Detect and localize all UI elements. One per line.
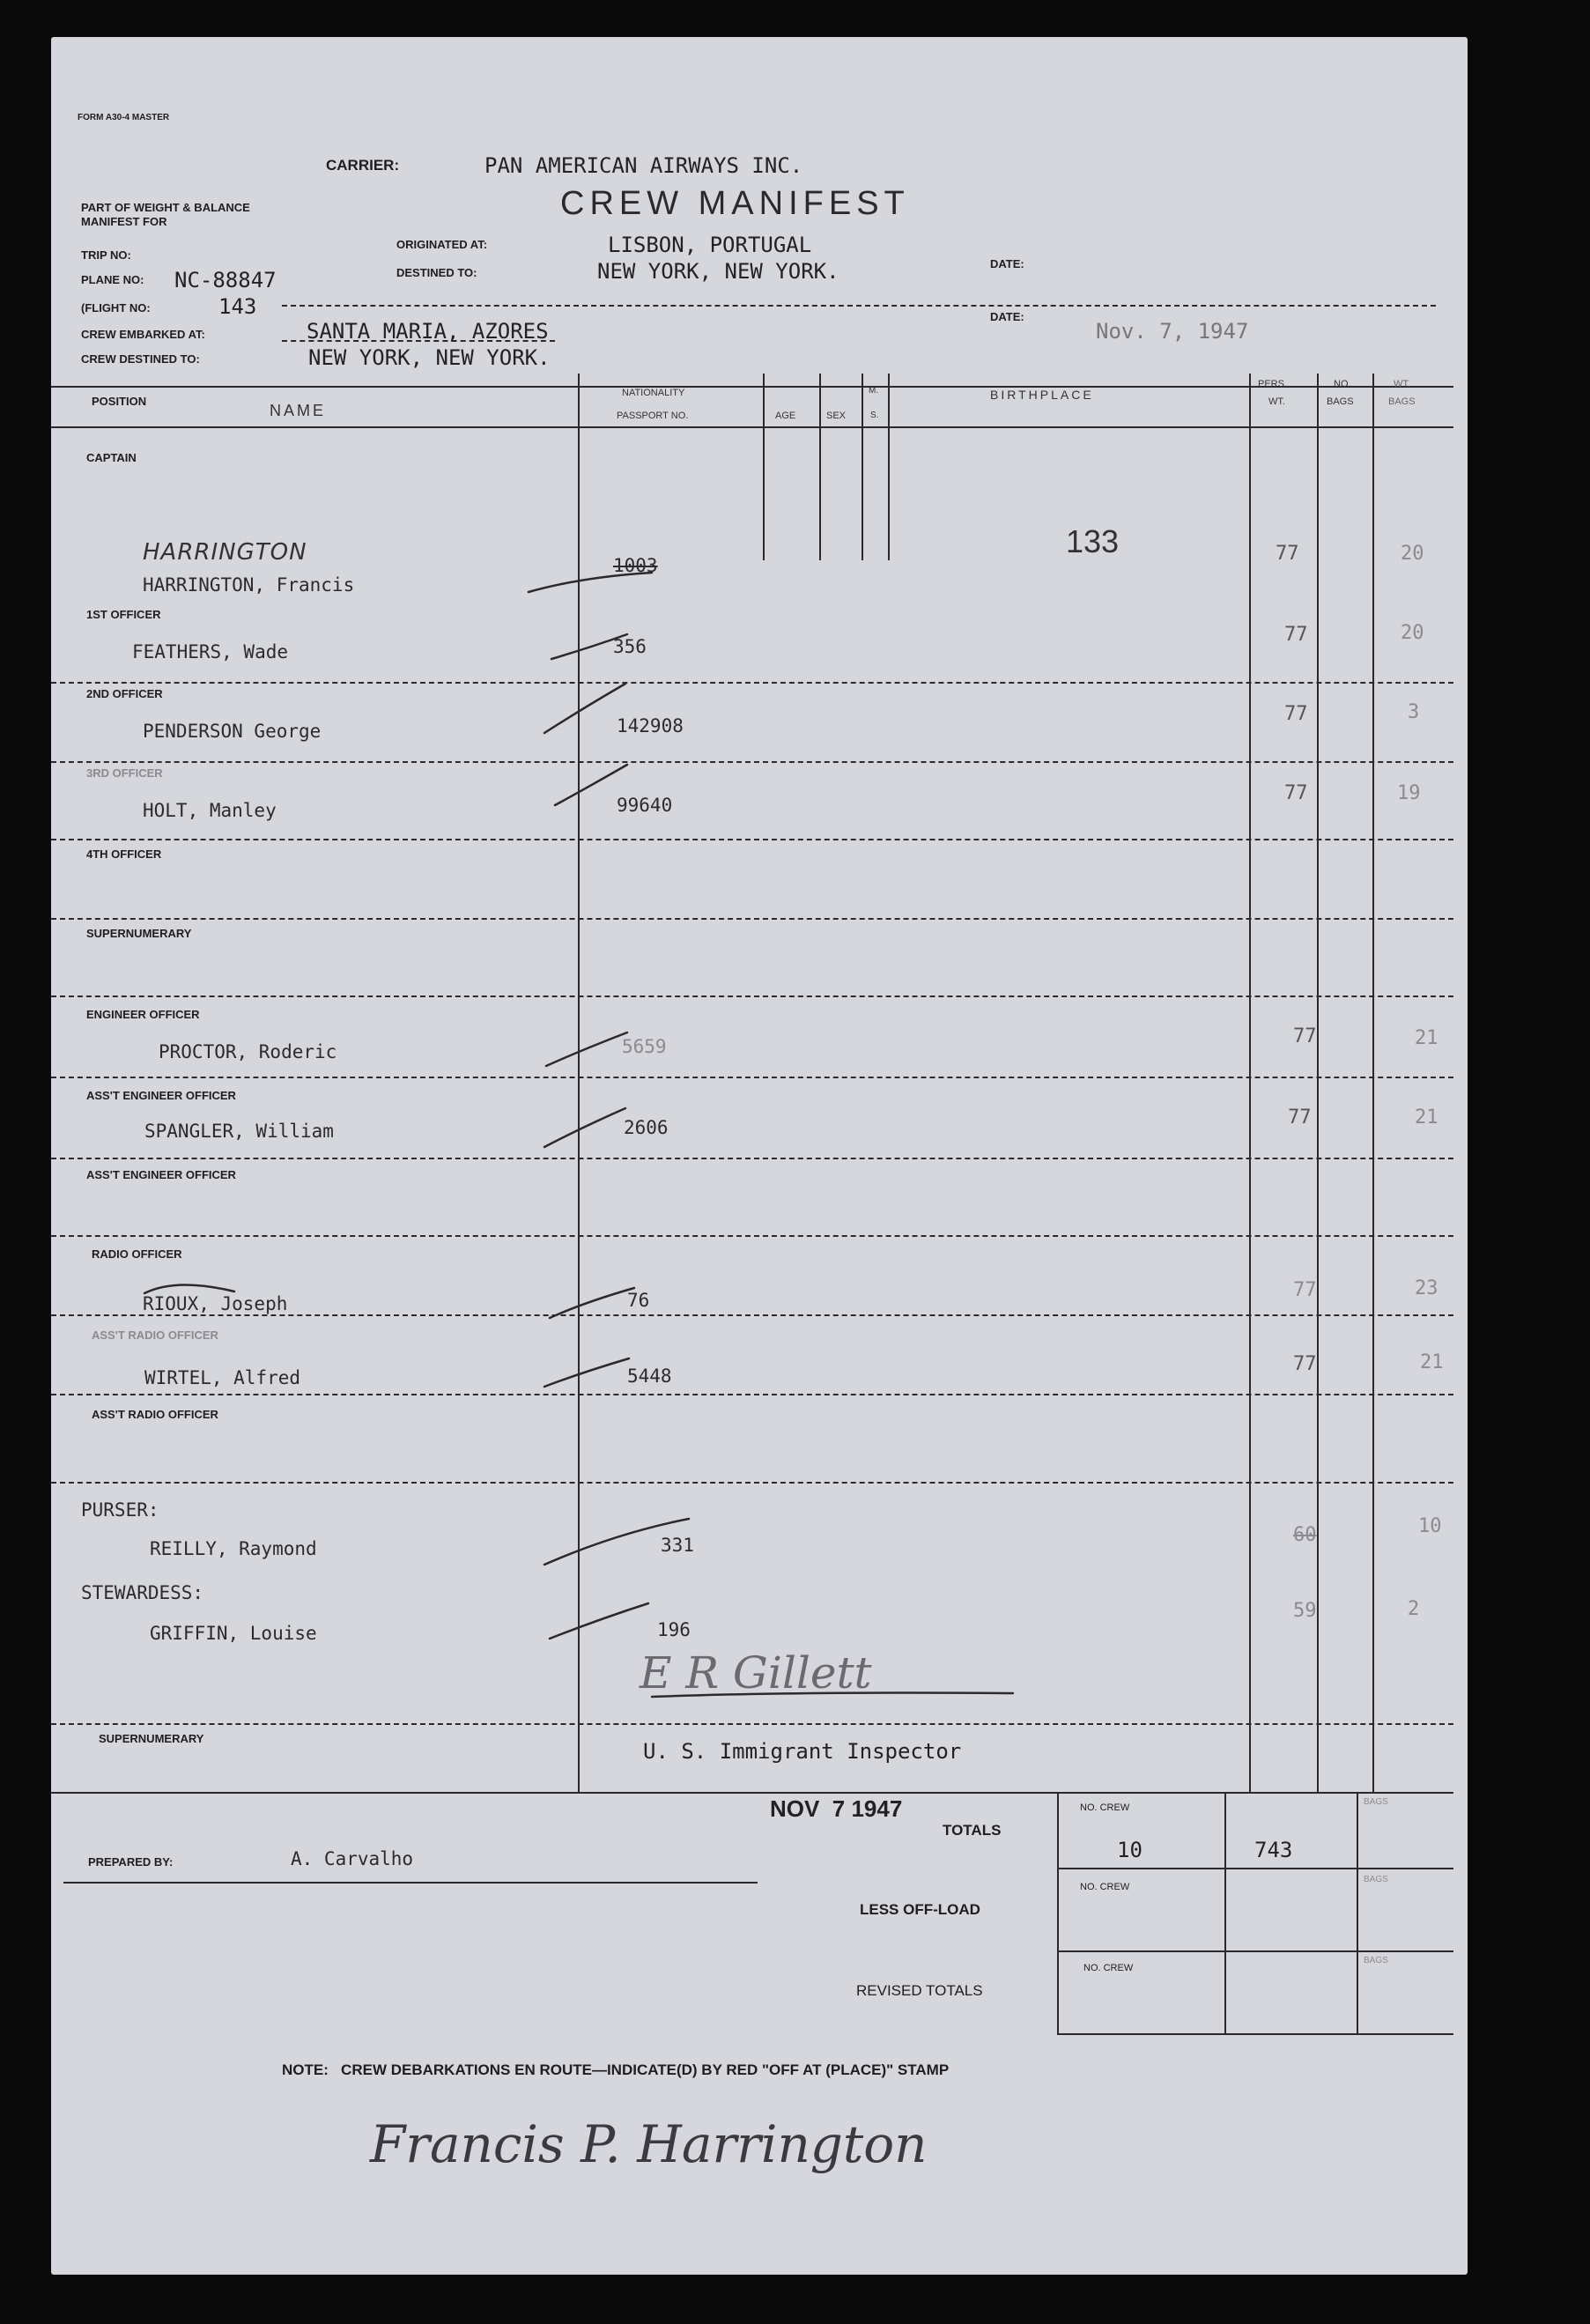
check-mark [544,1108,625,1147]
offload-no-crew-label: NO. CREW [1080,1882,1130,1892]
prepared-by-label: PREPARED BY: [88,1855,174,1869]
crew-name-10: GRIFFIN, Louise [150,1623,317,1644]
position-radio-officer: RADIO OFFICER [92,1247,182,1261]
crew-passport-1: 1003 [613,555,658,576]
inspection-date-stamp: NOV 7 1947 [770,1795,903,1822]
crew-name-9: REILLY, Raymond [150,1538,317,1559]
crew-name-4: HOLT, Manley [143,800,277,821]
rioux-correction [144,1284,234,1293]
form-number: FORM A30-4 MASTER [78,113,170,122]
carrier-label: CARRIER: [326,157,400,174]
less-offload-label: LESS OFF-LOAD [860,1901,980,1918]
passport-header: PASSPORT NO. [617,411,689,421]
no-bags-header-2: BAGS [1327,396,1354,407]
birthplace-header: BIRTHPLACE [990,388,1094,402]
note-text: NOTE: CREW DEBARKATIONS EN ROUTE—INDICATE(D) BY RED "OFF AT (PLACE)" STAMP [282,2061,950,2078]
trip-label: TRIP NO: [81,248,131,262]
position-asst-radio-2: ASS'T RADIO OFFICER [92,1408,218,1421]
revised-totals-label: REVISED TOTALS [856,1982,983,1999]
destined-value: NEW YORK, NEW YORK. [597,259,839,284]
crew-passport-4: 99640 [617,795,673,816]
crew-pers-wt-3: 77 [1284,703,1308,725]
position-supernumerary-2: SUPERNUMERARY [99,1732,204,1745]
check-mark [555,765,627,805]
check-mark [551,634,627,659]
page-title: CREW MANIFEST [560,185,910,222]
check-mark [544,684,625,733]
crew-wt-bags-3: 3 [1408,701,1420,723]
position-captain: CAPTAIN [86,451,137,464]
crew-passport-6: 2606 [624,1117,669,1138]
date-value: Nov. 7, 1947 [1096,319,1249,344]
check-mark [529,573,652,592]
totals-label: TOTALS [943,1822,1002,1839]
crew-pers-wt-9: 60 [1293,1524,1317,1546]
position-stewardess: STEWARDESS: [81,1582,204,1603]
crew-name-2: FEATHERS, Wade [132,641,289,662]
crew-wt-bags-2: 20 [1401,622,1424,644]
crew-wt-bags-1: 20 [1401,543,1424,565]
revised-no-crew-label: NO. CREW [1083,1963,1134,1973]
crew-pers-wt-1: 77 [1276,543,1299,565]
name-header: NAME [270,402,327,419]
position-asst-engineer-2: ASS'T ENGINEER OFFICER [86,1168,236,1181]
crew-wt-bags-4: 19 [1397,782,1421,804]
flight-label: (FLIGHT NO: [81,301,151,315]
offload-bags-label: BAGS [1364,1875,1388,1884]
check-mark [550,1288,634,1318]
destined-label: DESTINED TO: [396,266,477,279]
revised-bags-label: BAGS [1364,1956,1388,1965]
plane-number: NC-88847 [174,268,277,292]
crew-pers-wt-4: 77 [1284,782,1308,804]
crew-pers-wt-7: 77 [1293,1279,1317,1301]
crew-pers-wt-5: 77 [1293,1025,1317,1047]
position-asst-radio: ASS'T RADIO OFFICER [92,1329,218,1342]
originated-value: LISBON, PORTUGAL [608,233,812,257]
totals-bags-label: BAGS [1364,1797,1388,1807]
crew-name-8: WIRTEL, Alfred [144,1367,301,1388]
crew-destined-value: NEW YORK, NEW YORK. [308,345,551,370]
nationality-header: NATIONALITY [622,388,685,398]
inspector-title: U. S. Immigrant Inspector [643,1739,962,1764]
totals-no-crew: 10 [1117,1838,1143,1862]
crew-destined-label: CREW DESTINED TO: [81,352,200,366]
handwritten-surname: HARRINGTON [143,539,307,566]
position-header: POSITION [92,395,147,408]
crew-name-6: SPANGLER, William [144,1121,334,1142]
crew-pers-wt-10: 59 [1293,1600,1317,1622]
date-label-1: DATE: [990,257,1024,270]
crew-passport-10: 196 [657,1619,691,1640]
crew-wt-bags-7: 23 [1415,1277,1438,1299]
crew-name-3: PENDERSON George [143,721,322,742]
position-second-officer: 2ND OFFICER [86,687,163,700]
crew-wt-bags-5: 21 [1415,1027,1438,1049]
date-label-2: DATE: [990,310,1024,323]
crew-name-1: HARRINGTON, Francis [143,574,355,596]
position-supernumerary: SUPERNUMERARY [86,927,192,940]
crew-passport-8: 5448 [627,1366,672,1387]
check-mark [546,1032,627,1066]
position-first-officer: 1ST OFFICER [86,608,161,621]
pers-wt-header: PERS. [1258,379,1288,389]
position-purser: PURSER: [81,1499,159,1521]
crew-wt-bags-6: 21 [1415,1106,1438,1129]
position-fourth-officer: 4TH OFFICER [86,847,162,861]
captain-signature: Francis P. Harrington [370,2114,928,2174]
crew-pers-wt-8: 77 [1293,1353,1317,1375]
crew-wt-bags-9: 10 [1418,1515,1442,1537]
crew-embarked-label: CREW EMBARKED AT: [81,328,205,341]
carrier-name: PAN AMERICAN AIRWAYS INC. [484,153,803,178]
pers-wt-header-2: WT. [1268,396,1285,407]
crew-pers-wt-2: 77 [1284,624,1308,646]
crew-passport-2: 356 [613,636,647,657]
position-asst-engineer: ASS'T ENGINEER OFFICER [86,1089,236,1102]
flight-number: 143 [218,294,257,319]
position-engineer-officer: ENGINEER OFFICER [86,1008,200,1021]
totals-no-crew-label: NO. CREW [1080,1802,1130,1813]
crew-passport-9: 331 [661,1535,694,1556]
age-header: AGE [775,411,796,421]
weight-balance-label: PART OF WEIGHT & BALANCE MANIFEST FOR [81,201,250,228]
crew-wt-bags-10: 2 [1408,1598,1420,1620]
originated-label: ORIGINATED AT: [396,238,488,251]
ms-header-2: S. [870,411,879,420]
position-third-officer: 3RD OFFICER [86,766,163,780]
crew-passport-3: 142908 [617,715,684,736]
prepared-by-value: A. Carvalho [291,1848,414,1869]
inspector-signature: E R Gillett [640,1647,872,1699]
no-bags-header: NO. [1334,379,1351,389]
wt-bags-header: WT. [1394,379,1410,389]
birthplace-note: 133 [1066,523,1120,559]
plane-label: PLANE NO: [81,273,144,286]
check-mark [544,1519,689,1565]
ms-header: M. [869,386,879,396]
wt-bags-header-2: BAGS [1388,396,1416,407]
crew-name-7: RIOUX, Joseph [143,1293,288,1314]
check-mark [550,1603,648,1639]
check-mark [544,1358,629,1387]
sex-header: SEX [826,411,847,421]
crew-passport-7: 76 [627,1290,650,1311]
crew-wt-bags-8: 21 [1420,1351,1444,1373]
crew-embarked-value: SANTA MARIA, AZORES [307,319,549,344]
crew-name-5: PROCTOR, Roderic [159,1041,337,1062]
crew-pers-wt-6: 77 [1288,1106,1312,1129]
crew-passport-5: 5659 [622,1036,667,1057]
totals-weight: 743 [1254,1838,1293,1862]
signature-underline [652,1693,1013,1698]
